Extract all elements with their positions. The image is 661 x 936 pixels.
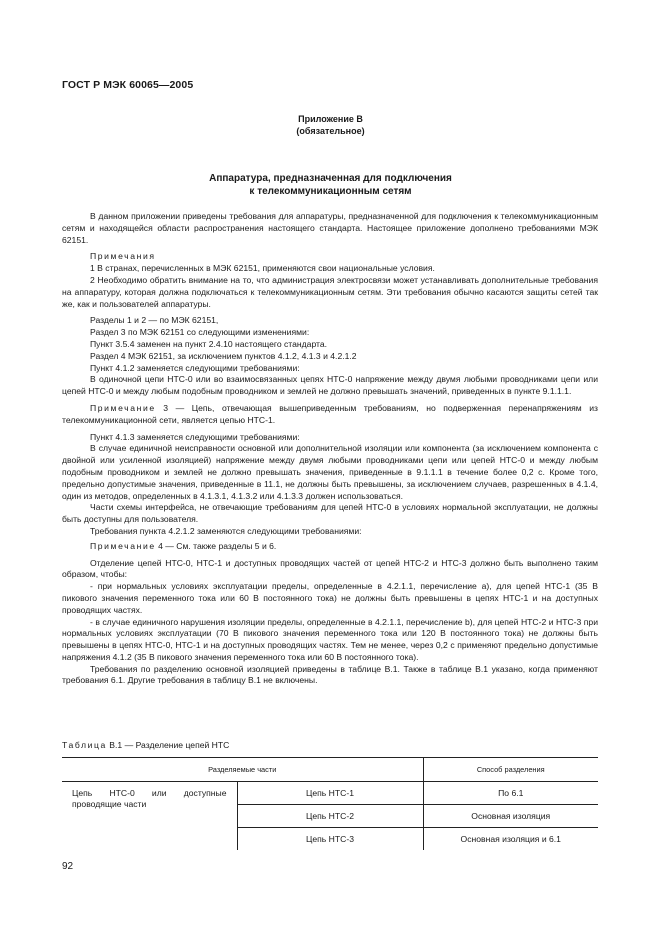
table-caption — [62, 740, 229, 750]
section-title — [0, 173, 661, 198]
note-4-text: 4 — См. также разделы 5 и 6. — [158, 540, 277, 551]
separation-table — [62, 757, 598, 850]
appendix-title: Приложение В — [298, 114, 363, 124]
note-3-text: 3 — Цепь, отвечающая вышеприведенным требованиям, но подверженная перенапряжениям из телекоммуникационной сети, является цепью НТС-1. — [62, 402, 598, 425]
note-4 — [62, 541, 598, 553]
header-parts: Разделяемые части — [62, 758, 423, 782]
item-4-2-1-2: Требования пункта 4.2.1.2 заменяются следующими требованиями: — [90, 525, 362, 536]
method-cell: Основная изоляция — [423, 805, 598, 828]
circuit-cell: Цепь НТС-1 — [237, 782, 423, 805]
circuit-cell: Цепь НТС-2 — [237, 805, 423, 828]
intro-paragraph: В данном приложении приведены требования для аппаратуры, предназначенной для подключения к телекоммуникационным сетям и находящейся области распространения настоящего стандарта. Настоящее приложение дополнено требованиями МЭК 62151. — [62, 211, 598, 245]
note-2: 2 Необходимо обратить внимание на то, что администрация электросвязи может устанавливать дополнительные требования на аппаратуру, которая должна подключаться к телекоммуникационным сетям. Эти требования обычно касаются защиты сетей так же, как и пользователей аппаратуры. — [62, 274, 598, 309]
note-3 — [62, 403, 598, 427]
table-header-row — [62, 758, 598, 782]
note-3-label: Примечание — [90, 402, 156, 413]
method-cell: Основная изоляция и 6.1 — [423, 828, 598, 851]
item-4-1-2-text: В одиночной цепи НТС-0 или во взаимосвязанных цепях НТС-0 напряжение между двумя любыми проводниками цепи или цепей НТС-0 и между любым подобным проводником и землей не должно превышать значений, приведенных в пункте 9.1.1.1. — [62, 374, 598, 397]
body-text — [62, 211, 598, 687]
section-title-line1: Аппаратура, предназначенная для подключения — [209, 173, 452, 184]
item-3-5-4: Пункт 3.5.4 заменен на пункт 2.4.10 настоящего стандарта. — [90, 338, 328, 349]
section-title-line2: к телекоммуникационным сетям — [249, 185, 412, 197]
note-1: 1 В странах, перечисленных в МЭК 62151, применяются свои национальные условия. — [90, 263, 435, 274]
separation-intro: Отделение цепей НТС-0, НТС-1 и доступных проводящих частей от цепей НТС-2 и НТС-3 должно быть выполнено таким образом, чтобы: — [62, 557, 598, 580]
table-row — [62, 782, 598, 805]
closing-paragraph: Требования по разделению основной изоляцией приведены в таблице В.1. Также в таблице В.1 указано, когда применяют требования 6.1. Другие требования в таблицу В.1 не включены. — [62, 663, 598, 686]
notes-label: Примечания — [90, 251, 156, 262]
sections-1-2: Разделы 1 и 2 — по МЭК 62151, — [90, 315, 219, 326]
bullet-1: - при нормальных условиях эксплуатации пределы, определенные в 4.2.1.1, перечисление а), для цепей НТС-1 (35 В пикового значения переменного тока или 60 В постоянного тока) не должны быть превышены в цепях НТС-1 и на доступных проводящих частях. — [62, 581, 598, 615]
note-4-label: Примечание — [90, 540, 156, 551]
appendix-heading — [0, 114, 661, 137]
bullet-2: - в случае единичного нарушения изоляции пределы, определенные в 4.2.1.1, перечисление b), для цепей НТС-2 и НТС-3 при нормальных условиях эксплуатации (70 В пикового значения переменного тока или 120 В постоянного тока) не должны быть превышены в цепях НТС-0, НТС-1 и на доступных проводящих частях. Тем не менее, через 0,2 с применяют предельно допустимые напряжения 4.1.2 (35 В пикового значения переменного тока или 60 В постоянного тока). — [62, 616, 598, 662]
interface-paragraph: Части схемы интерфейса, не отвечающие требованиям для цепей НТС-0 в условиях нормальной эксплуатации, не должны быть доступны для пользователя. — [62, 502, 598, 525]
circuit-cell: Цепь НТС-3 — [237, 828, 423, 851]
standard-header: ГОСТ Р МЭК 60065—2005 — [62, 79, 194, 91]
section-3: Раздел 3 по МЭК 62151 со следующими изменениями: — [90, 327, 310, 338]
item-4-1-3-text: В случае единичной неисправности основной или дополнительной изоляции или компонента (за исключением компонента с двойной или усиленной изоляцией) напряжение между двумя любыми проводниками цепи или цепей НТС-0 и между любым подобным проводником и землей не должно превышать значения, приведенные в 9.1.1.1 в течение более 0,2 с. Кроме того, предельно допустимые значения, приведенные в 11.1, не должны быть превышены, за исключением случаев, разрешенных в 4.1.4, один из методов, определенных в 4.1.3.1, 4.1.3.2 или 4.1.3.3 должен использоваться. — [62, 443, 598, 501]
header-method: Способ разделения — [423, 758, 598, 782]
row-group-cell: Цепь НТС-0 или доступные проводящие части — [72, 788, 227, 809]
table-caption-label: Таблица — [62, 740, 107, 750]
page-number: 92 — [62, 861, 74, 872]
table-caption-text: В.1 — Разделение цепей НТС — [109, 740, 230, 750]
appendix-status: (обязательное) — [296, 125, 365, 136]
method-cell: По 6.1 — [423, 782, 598, 805]
item-4-1-3: Пункт 4.1.3 заменяется следующими требованиями: — [90, 431, 300, 442]
item-4-1-2: Пункт 4.1.2 заменяется следующими требованиями: — [90, 362, 300, 373]
section-4: Раздел 4 МЭК 62151, за исключением пунктов 4.1.2, 4.1.3 и 4.2.1.2 — [90, 350, 357, 361]
